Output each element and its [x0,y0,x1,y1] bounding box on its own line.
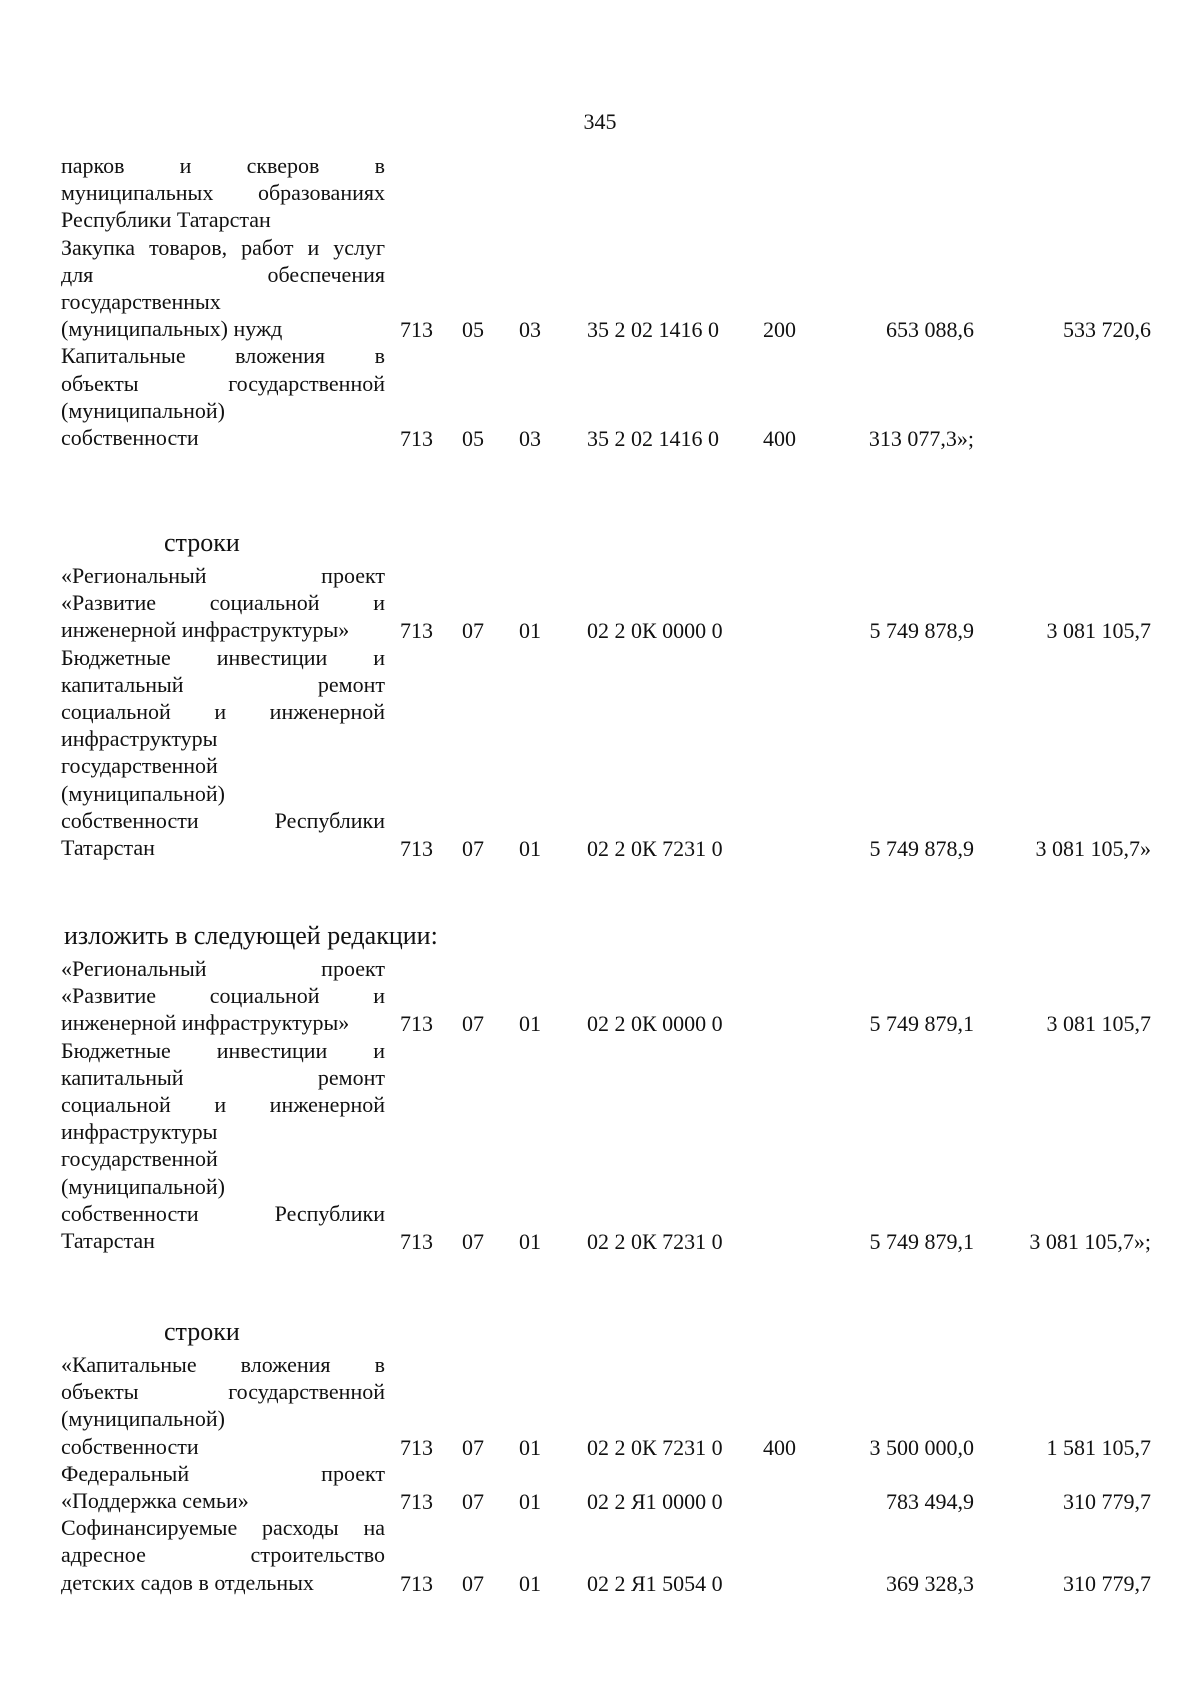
row-description [61,342,385,451]
description-line: объекты государственной [61,1379,385,1405]
ved-code: 713 [400,425,433,451]
description-line: для обеспечения [61,261,385,287]
description-line: государственных [61,289,221,314]
description-line: государственной [61,1146,218,1172]
section-code: 07 [462,618,484,644]
amount-year-2: 3 081 105,7» [1035,835,1151,861]
description-line: объекты государственной [61,370,385,396]
expense-type-code: 400 [763,425,796,451]
description-line: инфраструктуры [61,1119,218,1145]
description-line: государственной [61,753,218,779]
row-description [61,234,385,343]
description-line: «Развитие социальной и [61,590,385,616]
amount-year-1: 313 077,3»; [868,425,974,451]
amount-year-1: 5 749 878,9 [869,618,974,644]
amount-year-2: 533 720,6 [1063,317,1151,343]
expense-type-code: 400 [763,1434,796,1460]
ved-code: 713 [400,1228,433,1254]
amount-year-2: 3 081 105,7 [1046,1011,1151,1037]
section-heading: строки [164,1317,240,1346]
section-code: 07 [462,835,484,861]
amount-year-1: 5 749 878,9 [869,835,974,861]
subsection-code: 01 [519,835,541,861]
row-description [61,152,385,234]
subsection-code: 03 [519,425,541,451]
target-article-code: 35 2 02 1416 0 [587,425,719,451]
description-line: социальной и инженерной [61,1092,385,1117]
target-article-code: 02 2 Я1 0000 0 [587,1488,723,1514]
subsection-code: 03 [519,317,541,343]
target-article-code: 02 2 Я1 5054 0 [587,1570,723,1596]
amount-year-2: 310 779,7 [1063,1570,1151,1596]
target-article-code: 02 2 0К 0000 0 [587,618,723,644]
description-line: капитальный ремонт [61,671,385,697]
description-line: (муниципальных) нужд [61,316,283,342]
subsection-code: 01 [519,1011,541,1037]
description-line: собственности [61,425,199,450]
description-line: Татарстан [61,835,155,861]
subsection-code: 01 [519,1434,541,1460]
amount-year-1: 783 494,9 [886,1488,974,1514]
description-line: социальной и инженерной [61,699,385,724]
row-description [61,1037,385,1255]
section-heading: строки [164,528,240,557]
section-code: 07 [462,1011,484,1037]
section-code: 05 [462,425,484,451]
description-line: (муниципальной) [61,1406,225,1432]
row-description [61,644,385,862]
amount-year-1: 5 749 879,1 [869,1228,974,1254]
target-article-code: 35 2 02 1416 0 [587,317,719,343]
section-code: 07 [462,1434,484,1460]
amount-year-1: 653 088,6 [886,317,974,343]
subsection-code: 01 [519,1488,541,1514]
description-line: Капитальные вложения в [61,343,385,369]
description-line: адресное строительство [61,1542,385,1568]
row-description [61,955,385,1037]
amount-year-1: 3 500 000,0 [869,1434,974,1460]
subsection-code: 01 [519,618,541,644]
ved-code: 713 [400,1488,433,1514]
subsection-code: 01 [519,1570,541,1596]
description-line: собственности [61,1433,199,1459]
description-line: инженерной инфраструктуры» [61,1010,350,1036]
ved-code: 713 [400,317,433,343]
amount-year-1: 5 749 879,1 [869,1011,974,1037]
description-line: капитальный ремонт [61,1064,385,1090]
page-number: 345 [583,109,617,134]
description-line: Федеральный проект [61,1460,385,1486]
description-line: Бюджетные инвестиции и [61,1037,385,1063]
row-description [61,562,385,644]
description-line: (муниципальной) [61,780,225,806]
expense-type-code: 200 [763,317,796,343]
row-description [61,1351,385,1460]
amount-year-2: 310 779,7 [1063,1488,1151,1514]
ved-code: 713 [400,1434,433,1460]
description-line: Республики Татарстан [61,207,271,233]
description-line: Татарстан [61,1228,155,1254]
amount-year-2: 3 081 105,7 [1046,618,1151,644]
instruction-heading: изложить в следующей редакции: [64,921,438,950]
description-line: «Поддержка семьи» [61,1488,249,1513]
row-description [61,1460,385,1514]
target-article-code: 02 2 0К 7231 0 [587,1228,723,1254]
description-line: детских садов в отдельных [61,1569,314,1595]
description-line: собственности Республики [61,807,385,833]
description-line: «Региональный проект [61,563,385,588]
section-code: 07 [462,1570,484,1596]
amount-year-1: 369 328,3 [886,1570,974,1596]
ved-code: 713 [400,618,433,644]
subsection-code: 01 [519,1228,541,1254]
section-code: 07 [462,1488,484,1514]
description-line: (муниципальной) [61,1173,225,1199]
description-line: «Развитие социальной и [61,983,385,1009]
section-code: 07 [462,1228,484,1254]
description-line: Закупка товаров, работ и услуг [61,234,385,260]
ved-code: 713 [400,1570,433,1596]
section-code: 05 [462,317,484,343]
description-line: муниципальных образованиях [61,180,385,206]
amount-year-2: 1 581 105,7 [1046,1434,1151,1460]
description-line: «Капитальные вложения в [61,1352,385,1377]
description-line: (муниципальной) [61,397,225,423]
ved-code: 713 [400,1011,433,1037]
target-article-code: 02 2 0К 7231 0 [587,1434,723,1460]
description-line: парков и скверов в [61,153,385,178]
description-line: инженерной инфраструктуры» [61,617,350,643]
description-line: Софинансируемые расходы на [61,1515,385,1541]
target-article-code: 02 2 0К 7231 0 [587,835,723,861]
description-line: «Региональный проект [61,956,385,981]
description-line: инфраструктуры [61,726,218,752]
description-line: собственности Республики [61,1200,385,1226]
ved-code: 713 [400,835,433,861]
target-article-code: 02 2 0К 0000 0 [587,1011,723,1037]
row-description [61,1514,385,1596]
description-line: Бюджетные инвестиции и [61,644,385,670]
amount-year-2: 3 081 105,7»; [1029,1228,1151,1254]
